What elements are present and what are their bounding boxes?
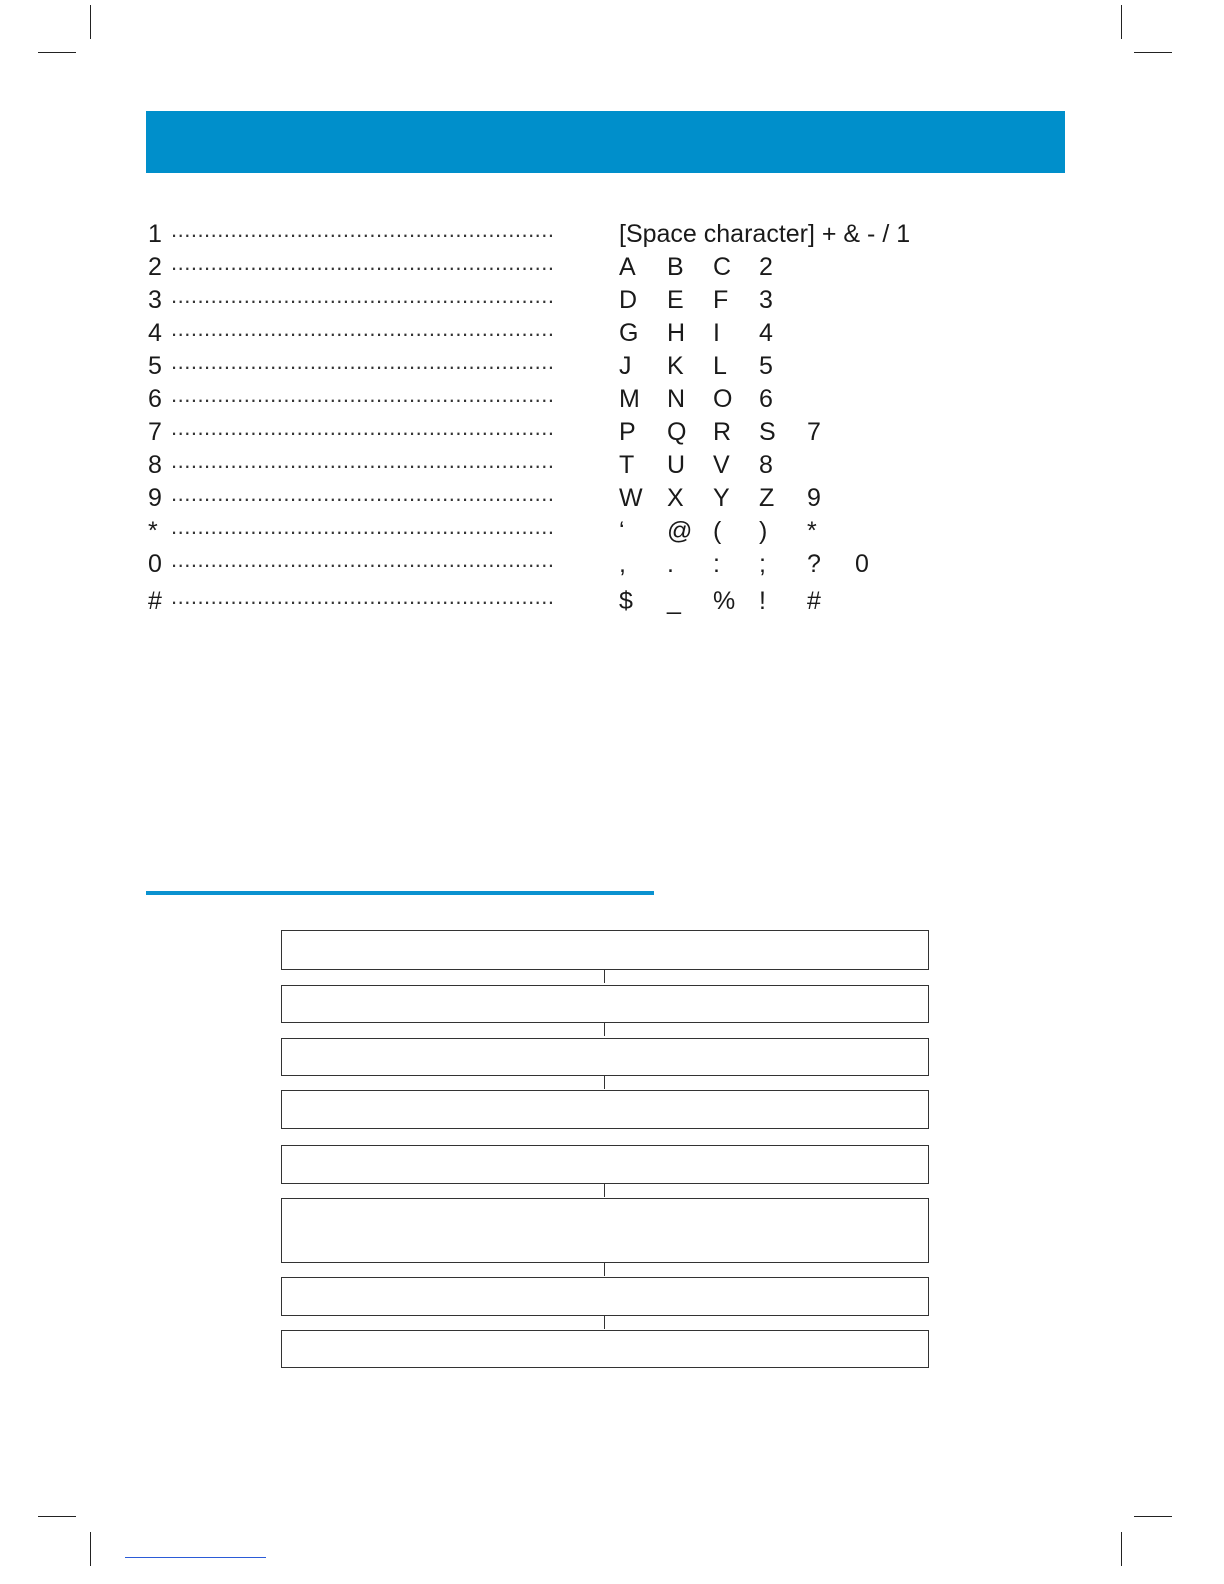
keymap-char: 6 [759,385,773,413]
keymap-leader-dots: .......................................................... [171,415,555,440]
keymap-row [148,585,1048,618]
keymap-char: _ [667,587,681,615]
keymap-char: I [713,319,720,347]
keymap-key: 9 [148,484,162,512]
keymap-char: 3 [759,286,773,314]
keymap-char: A [619,253,636,281]
keymap-leader-dots: .......................................................... [171,283,555,308]
keymap-char: T [619,451,635,479]
flowchart-connector [604,1022,605,1036]
keypad-character-map [148,218,1048,618]
keymap-char: 7 [807,418,821,446]
keymap-key: 7 [148,418,162,446]
keymap-char: W [619,484,643,512]
crop-mark-bottom-right-h [1134,1516,1172,1517]
keymap-char: H [667,319,686,347]
keymap-char: E [667,286,684,314]
keymap-key: 1 [148,220,162,248]
keymap-char: * [807,517,817,545]
keymap-char: 5 [759,352,773,380]
keymap-char: @ [667,517,693,545]
keymap-char: Q [667,418,687,446]
flowchart-connector [604,1315,605,1329]
keymap-char: ( [713,517,722,545]
crop-mark-top-right-h [1134,52,1172,53]
keymap-char: 0 [855,550,869,578]
keymap-char: % [713,587,736,615]
keymap-leader-dots: .......................................................... [171,481,555,506]
crop-mark-top-left-h [38,52,76,53]
keymap-char: G [619,319,639,347]
keymap-char: [Space character] + & - / 1 [619,220,911,248]
keymap-char: # [807,587,821,615]
flowchart-step-box [281,1145,929,1184]
keymap-char: B [667,253,684,281]
crop-mark-top-left-v [90,5,91,39]
keymap-key: 0 [148,550,162,578]
keymap-char: C [713,253,732,281]
keymap-char: 8 [759,451,773,479]
keymap-char: : [713,550,720,578]
keymap-key: * [148,517,158,545]
keymap-key: 2 [148,253,162,281]
keymap-leader-dots: .......................................................... [171,547,555,572]
keymap-char: ! [759,587,766,615]
keymap-char: O [713,385,733,413]
section-divider-rule [146,891,654,895]
keymap-char: . [667,550,674,578]
keymap-leader-dots: .......................................................... [171,217,555,242]
keymap-char: ) [759,517,768,545]
flowchart-step-box [281,1198,929,1263]
flowchart-step-box [281,1038,929,1076]
keymap-key: 3 [148,286,162,314]
flowchart-connector [604,1183,605,1197]
keymap-key: 4 [148,319,162,347]
keymap-char: D [619,286,638,314]
keymap-char: U [667,451,686,479]
keymap-char: X [667,484,684,512]
keymap-row [148,548,1048,581]
keymap-char: Z [759,484,775,512]
footer-link-underline [125,1557,266,1558]
keymap-char: L [713,352,727,380]
flowchart-step-box [281,1330,929,1368]
keymap-leader-dots: .......................................................... [171,316,555,341]
flowchart-step-box [281,985,929,1023]
keymap-char: Y [713,484,730,512]
crop-mark-bottom-left-h [38,1516,76,1517]
crop-mark-bottom-left-v [90,1532,91,1566]
keymap-char: ‘ [619,517,625,545]
keymap-leader-dots: .......................................................... [171,448,555,473]
keymap-char: M [619,385,640,413]
keymap-char: N [667,385,686,413]
keymap-char: 9 [807,484,821,512]
keymap-key: 6 [148,385,162,413]
keymap-leader-dots: .......................................................... [171,250,555,275]
keymap-key: 8 [148,451,162,479]
keymap-leader-dots: .......................................................... [171,382,555,407]
flowchart-step-box [281,930,929,970]
keymap-char: K [667,352,684,380]
flowchart-step-box [281,1090,929,1129]
keymap-char: 2 [759,253,773,281]
keymap-char: 4 [759,319,773,347]
keymap-char: R [713,418,732,446]
keymap-leader-dots: .......................................................... [171,349,555,374]
keymap-char: $ [619,587,633,615]
keymap-char: V [713,451,730,479]
keymap-key: 5 [148,352,162,380]
keymap-key: # [148,587,162,615]
keymap-char: F [713,286,729,314]
flowchart-step-box [281,1277,929,1316]
section-header-bar [146,111,1065,173]
keymap-char: J [619,352,632,380]
crop-mark-top-right-v [1121,5,1122,39]
flowchart-connector [604,1262,605,1276]
keymap-char: ; [759,550,766,578]
flowchart-connector [604,1075,605,1089]
keymap-leader-dots: .......................................................... [171,584,555,609]
keymap-char: ? [807,550,821,578]
keymap-char: S [759,418,776,446]
keymap-leader-dots: .......................................................... [171,514,555,539]
flowchart-connector [604,969,605,983]
crop-mark-bottom-right-v [1121,1532,1122,1566]
keymap-char: , [619,550,626,578]
keymap-char: P [619,418,636,446]
